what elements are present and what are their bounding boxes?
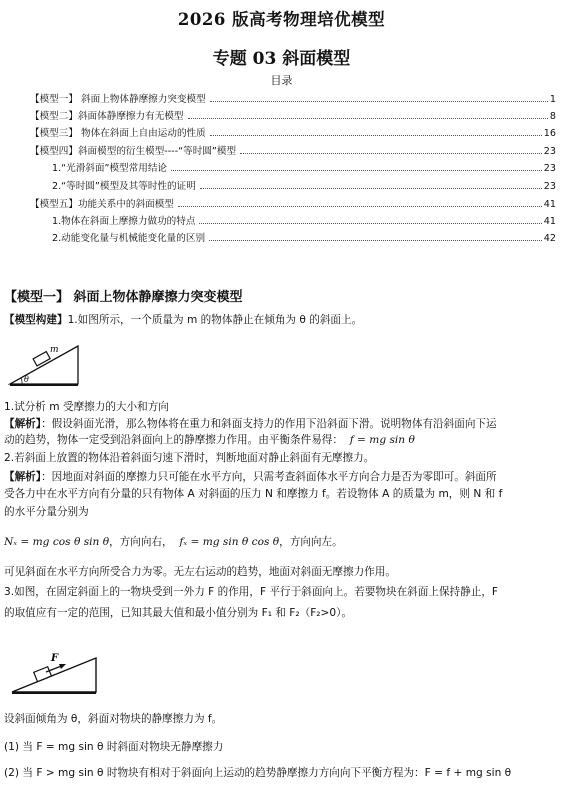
analysis-text: ：假设斜面光滑，那么物体将在重力和斜面支持力的作用下沿斜面下滑。说明物体有沿斜面向下运 [41,418,497,430]
mass-label: m [50,345,59,355]
equation-line [4,535,556,550]
analysis-text: 动的趋势，物体一定受到沿斜面向上的静摩擦力作用。由平衡条件易得： [4,434,343,446]
analysis-1-line-1 [4,417,556,432]
formula-normal-x: Nₓ = mg cos θ sin θ [4,536,110,548]
toc-item-label: 2.“等时圆”模型及其等时性的证明 [52,178,198,192]
analysis-1-line-2 [4,433,556,448]
toc-item[interactable] [52,179,556,192]
formula-friction-x: fₓ = mg sin θ cos θ [179,536,280,548]
toc-item[interactable] [30,126,556,139]
toc-item[interactable] [52,161,556,174]
incline-figure-2 [8,648,100,698]
toc-item-page: 41 [543,199,556,210]
toc-item[interactable] [30,144,556,157]
question-3-line-1: 3.如图，在固定斜面上的一物块受到一外力 F 的作用，F 平行于斜面向上。若要物块在斜面上保持静止，F [4,586,499,598]
setup-line: 设斜面倾角为 θ，斜面对物块的静摩擦力为 f。 [4,713,223,725]
section-heading: 【模型一】 斜面上物体静摩擦力突变模型 [4,290,243,305]
analysis-tag: 【解析】 [4,471,42,483]
toc-item[interactable] [30,109,556,122]
build-text: 1.如图所示，一个质量为 m 的物体静止在倾角为 θ 的斜面上。 [67,314,363,326]
toc-item-page: 16 [543,128,556,139]
arrowhead [59,664,66,669]
question-3-line-2: 的取值应有一定的范围，已知其最大值和最小值分别为 F₁ 和 F₂（F₂>0）。 [4,607,353,619]
analysis-text: ：因地面对斜面的摩擦力只可能在水平方向，只需考查斜面体水平方向合力是否为零即可。斜面所 [41,471,497,483]
toc-item-page: 23 [543,163,556,174]
question-2: 2.若斜面上放置的物体沿着斜面匀速下滑时，判断地面对静止斜面有无摩擦力。 [4,452,375,464]
document-title: 2026 版高考物理培优模型 [177,10,386,29]
toc-item-page: 42 [543,233,556,244]
toc-item[interactable] [52,214,556,227]
block [34,667,52,682]
formula-friction: f = mg sin θ [349,434,415,446]
toc-item-label: 【模型四】斜面模型的衍生模型----“等时圆”模型 [30,143,238,157]
toc-heading: 目录 [270,74,293,87]
toc-item-label: 【模型三】 物体在斜面上自由运动的性质 [30,125,208,139]
question-1: 1.试分析 m 受摩擦力的大小和方向 [4,401,169,413]
conclusion: 可见斜面在水平方向所受合力为零。无左右运动的趋势，地面对斜面无摩擦力作用。 [4,566,396,578]
toc-item-page: 23 [543,146,556,157]
build-tag: 【模型构建】 [4,314,68,326]
toc-item-label: 【模型一】 斜面上物体静摩擦力突变模型 [30,91,208,105]
force-label: F [51,653,59,664]
analysis-2-line-2: 受各力中在水平方向有分量的只有物体 A 对斜面的压力 N 和摩擦力 f。若设物体 A 的质量为 m，则 N 和 f [4,488,503,500]
toc-item-page: 23 [543,181,556,192]
toc-item-label: 1.物体在斜面上摩擦力做功的特点 [52,213,197,227]
toc-item[interactable] [30,197,556,210]
toc-item-label: 【模型五】功能关系中的斜面模型 [30,196,176,210]
toc-item[interactable] [52,231,556,244]
model-build-line [4,313,556,328]
toc-item-page: 41 [543,216,556,227]
analysis-2-line-3: 的水平分量分别为 [4,506,89,518]
analysis-2-line-1 [4,470,556,485]
topic-title: 专题 03 斜面模型 [212,49,351,69]
direction-text: ，方向向右， [109,536,173,548]
direction-text: ，方向向左。 [279,536,343,548]
toc-item-label: 1.“光滑斜面”模型常用结论 [52,160,169,174]
incline-triangle [10,346,78,384]
incline-figure-1 [8,338,82,388]
toc-item-page: 1 [549,94,556,105]
case-1: (1) 当 F = mg sin θ 时斜面对物块无静摩擦力 [4,741,224,753]
toc-item[interactable] [30,92,556,105]
toc-item-page: 8 [549,111,556,122]
analysis-tag: 【解析】 [4,418,42,430]
angle-label: θ [24,375,29,384]
case-2: (2) 当 F > mg sin θ 时物块有相对于斜面向上运动的趋势静摩擦力方向向下平衡方程为：F = f + mg sin θ [4,767,512,779]
toc-item-label: 【模型二】斜面体静摩擦力有无模型 [30,108,186,122]
toc-item-label: 2.动能变化量与机械能变化量的区别 [52,230,207,244]
